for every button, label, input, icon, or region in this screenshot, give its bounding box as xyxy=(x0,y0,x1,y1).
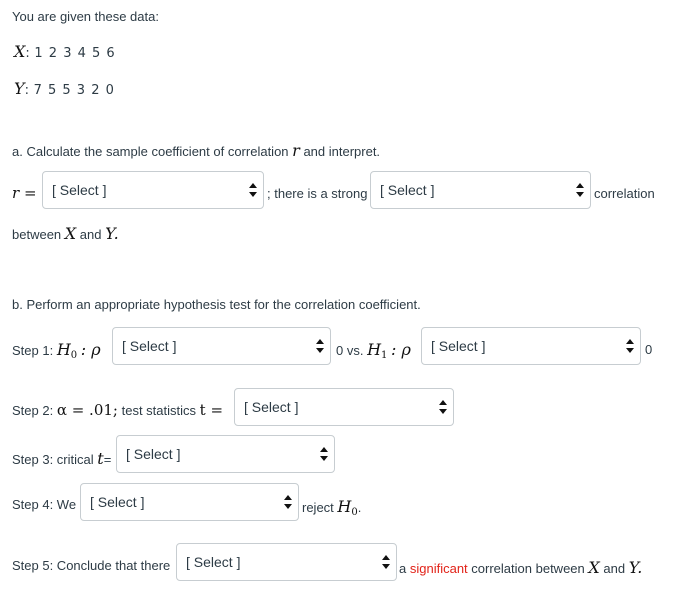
test-statistic-select[interactable]: [ Select ] xyxy=(234,388,454,426)
step1-middle: 0 vs. $H_1$ : ρ xyxy=(336,340,411,361)
select-arrows-icon xyxy=(316,338,324,354)
select-arrows-icon xyxy=(439,399,447,415)
strength-direction-select[interactable]: [ Select ] xyxy=(370,171,591,209)
part-a-question: a. Calculate the sample coefficient of correlation r and interpret. xyxy=(12,141,381,160)
y-data-line: Y: 7 5 5 3 2 0 xyxy=(14,79,115,98)
decision-select[interactable]: [ Select ] xyxy=(80,483,299,521)
x-values: 1 2 3 4 5 6 xyxy=(34,46,116,61)
x-variable: X xyxy=(14,42,26,61)
critical-value-select[interactable]: [ Select ] xyxy=(116,435,335,473)
step1-zero: 0 xyxy=(645,342,653,357)
strong-text: ; there is a strong xyxy=(267,186,368,201)
r-variable: r xyxy=(292,141,300,160)
select-arrows-icon xyxy=(320,446,328,462)
step5-tail: a significant correlation between X and Y. xyxy=(399,558,643,577)
x-data-line: X: 1 2 3 4 5 6 xyxy=(14,42,116,61)
select-arrows-icon xyxy=(626,338,634,354)
step4-label: Step 4: We xyxy=(12,497,77,512)
part-b-question: b. Perform an appropriate hypothesis test for the correlation coefficient. xyxy=(12,297,421,312)
y-values: 7 5 5 3 2 0 xyxy=(33,83,115,98)
r-value-select[interactable]: [ Select ] xyxy=(42,171,264,209)
h0-relation-select[interactable]: [ Select ] xyxy=(112,327,331,365)
intro-text: You are given these data: xyxy=(12,9,159,24)
between-line: between X and Y. xyxy=(12,224,119,243)
select-arrows-icon xyxy=(249,182,257,198)
y-variable: Y xyxy=(14,79,25,98)
h1-relation-select[interactable]: [ Select ] xyxy=(421,327,641,365)
select-arrows-icon xyxy=(576,182,584,198)
significant-word: significant xyxy=(409,561,468,576)
step2-label: Step 2: α = .01; test statistics t = xyxy=(12,401,224,419)
r-label: r = xyxy=(12,184,37,202)
step1-label: Step 1: $H_0$ : ρ xyxy=(12,340,101,361)
step4-tail: reject $H_0$. xyxy=(302,497,362,518)
conclusion-select[interactable]: [ Select ] xyxy=(176,543,397,581)
step3-label: Step 3: critical t= xyxy=(12,449,112,468)
correlation-text: correlation xyxy=(594,186,655,201)
select-arrows-icon xyxy=(284,494,292,510)
select-arrows-icon xyxy=(382,554,390,570)
step5-label: Step 5: Conclude that there xyxy=(12,558,171,573)
